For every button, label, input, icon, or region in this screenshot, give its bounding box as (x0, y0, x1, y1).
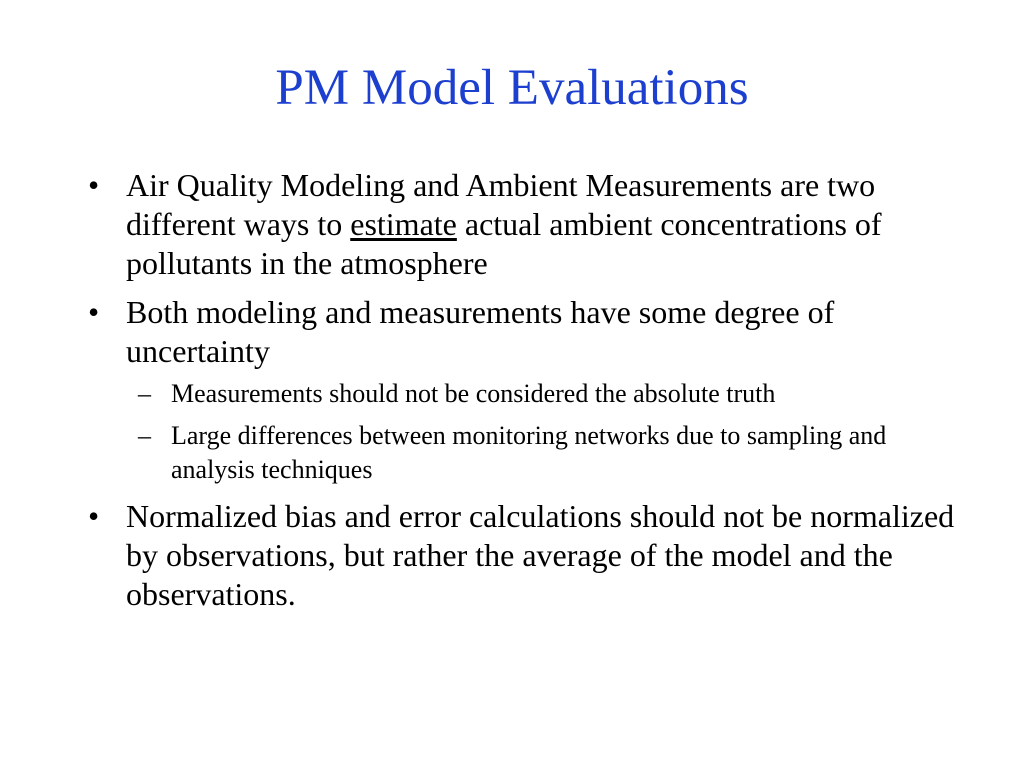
bullet-1-text-start: Air Quality Modeling and Ambient Measurements are two different ways to (126, 167, 876, 242)
bullet-2-text: Both modeling and measurements have some degree of uncertainty (126, 294, 835, 369)
sub-bullet-1-text: Measurements should not be considered the absolute truth (171, 379, 776, 408)
bullet-icon: • (88, 498, 100, 534)
slide-title: PM Model Evaluations (275, 60, 749, 116)
bullet-item-2 (88, 293, 958, 487)
bullet-icon: • (88, 167, 100, 203)
dash-icon: – (138, 421, 151, 450)
bullet-item-1 (88, 166, 958, 283)
bullet-icon: • (88, 294, 100, 330)
sub-bullet-item-1 (126, 377, 958, 411)
bullet-item-3 (88, 497, 958, 614)
sub-bullet-item-2 (126, 419, 958, 487)
sub-bullet-2-text: Large differences between monitoring networks due to sampling and analysis techniques (171, 421, 887, 484)
dash-icon: – (138, 379, 151, 408)
bullet-3-text: Normalized bias and error calculations should not be normalized by observations, but rather the average of the model and the observations. (126, 498, 955, 612)
bullet-list (88, 166, 958, 624)
sub-bullet-list (126, 377, 958, 487)
bullet-1-text-end: actual ambient concentrations of pollutants in the atmosphere (126, 206, 882, 281)
bullet-1-underlined-word: estimate (350, 206, 457, 242)
